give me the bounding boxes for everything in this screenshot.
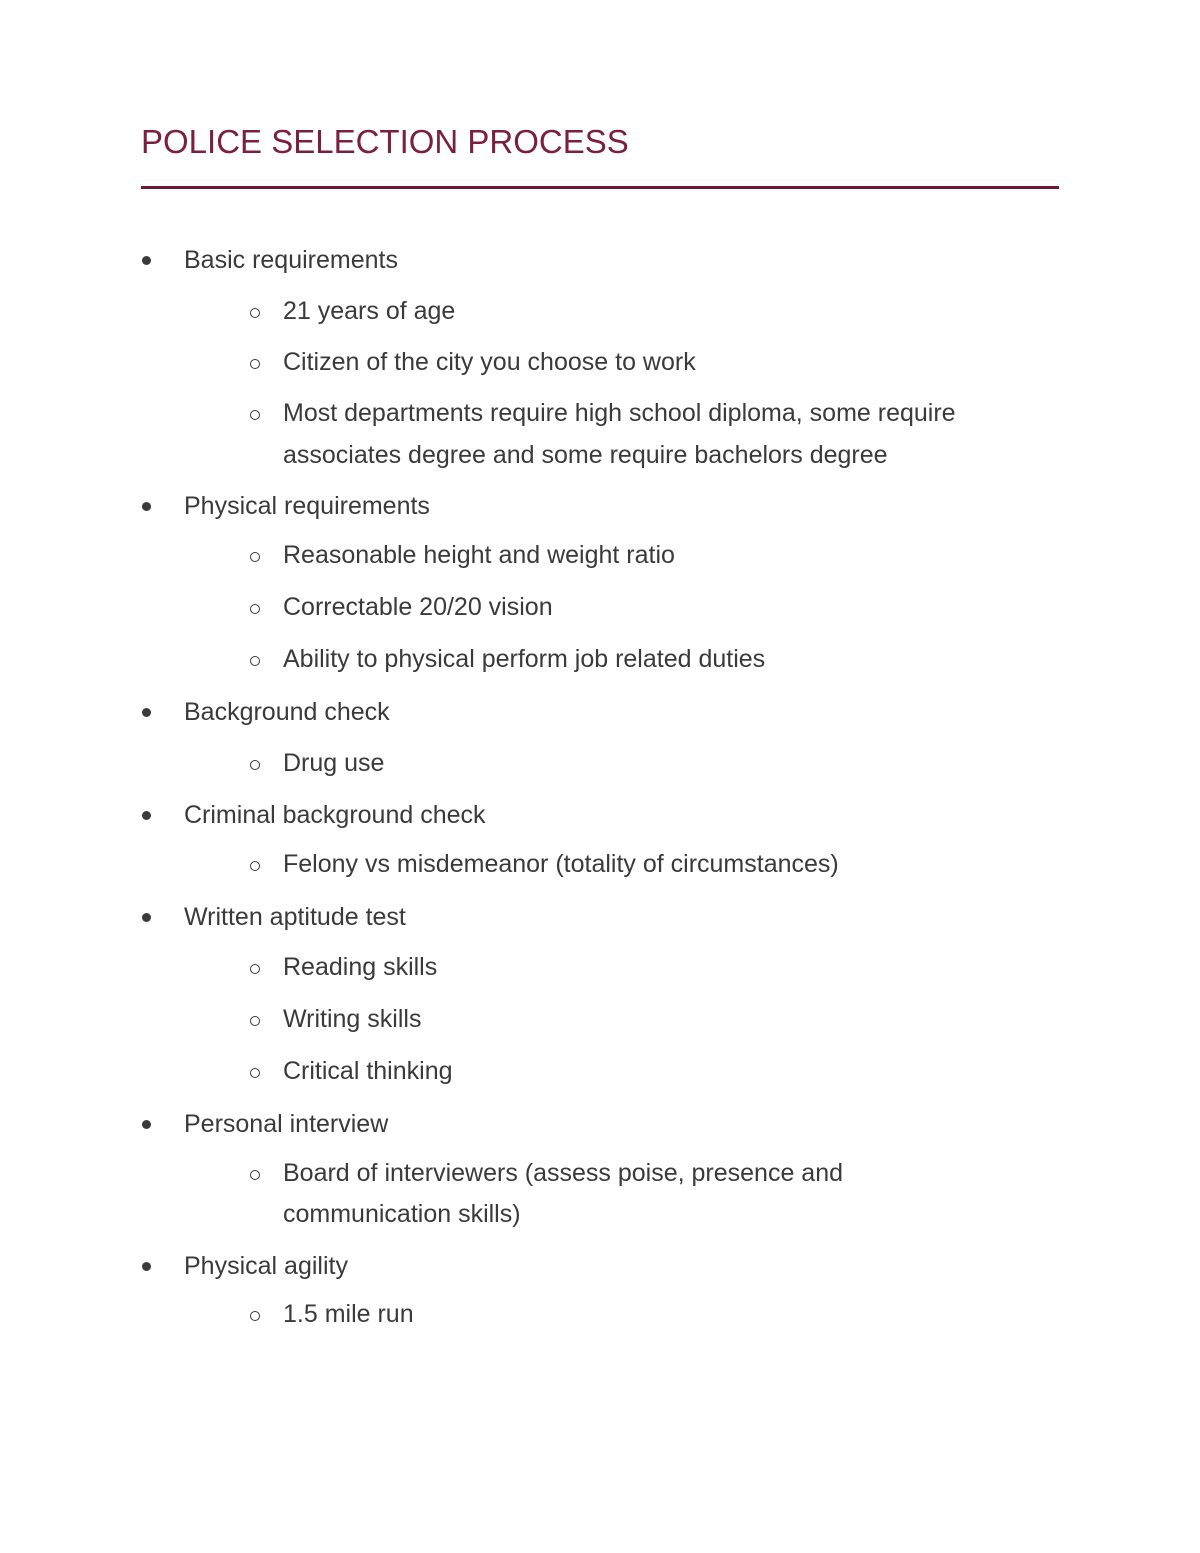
list-item: Ability to physical perform job related duties <box>283 645 766 673</box>
bullet-dot-icon <box>142 256 151 265</box>
bullet-dot-icon <box>142 1120 151 1129</box>
sub-bullet-circle-icon <box>250 656 260 666</box>
bullet-dot-icon <box>142 502 151 511</box>
section-heading: Basic requirements <box>184 246 398 274</box>
sub-bullet-circle-icon <box>250 410 260 420</box>
list-item: Felony vs misdemeanor (totality of circumstances) <box>283 850 839 878</box>
title-divider <box>141 186 1059 189</box>
sub-bullet-circle-icon <box>250 760 260 770</box>
section-heading: Background check <box>184 698 390 726</box>
section-heading: Written aptitude test <box>184 903 406 931</box>
list-item: Reasonable height and weight ratio <box>283 541 675 569</box>
sub-bullet-circle-icon <box>250 1016 260 1026</box>
sub-bullet-circle-icon <box>250 964 260 974</box>
list-item: Most departments require high school diploma, some require <box>283 399 956 427</box>
sub-bullet-circle-icon <box>250 861 260 871</box>
section-heading: Criminal background check <box>184 801 486 829</box>
sub-bullet-circle-icon <box>250 552 260 562</box>
sub-bullet-circle-icon <box>250 308 260 318</box>
list-item: Reading skills <box>283 953 438 981</box>
page-title: POLICE SELECTION PROCESS <box>141 123 629 160</box>
list-item: Drug use <box>283 749 385 777</box>
list-item: Critical thinking <box>283 1057 453 1085</box>
list-item: Writing skills <box>283 1005 422 1033</box>
bullet-dot-icon <box>142 913 151 922</box>
sub-bullet-circle-icon <box>250 1068 260 1078</box>
sub-bullet-circle-icon <box>250 604 260 614</box>
bullet-dot-icon <box>142 1262 151 1271</box>
sub-bullet-circle-icon <box>250 1311 260 1321</box>
sub-bullet-circle-icon <box>250 359 260 369</box>
sub-bullet-circle-icon <box>250 1170 260 1180</box>
list-item: Board of interviewers (assess poise, presence and <box>283 1159 844 1187</box>
list-item-continuation: communication skills) <box>283 1200 521 1228</box>
list-item: 1.5 mile run <box>283 1300 414 1328</box>
list-item: 21 years of age <box>283 297 456 325</box>
list-item-continuation: associates degree and some require bachelors degree <box>283 441 888 469</box>
section-heading: Physical requirements <box>184 492 430 520</box>
list-item: Citizen of the city you choose to work <box>283 348 696 376</box>
section-heading: Personal interview <box>184 1110 389 1138</box>
bullet-dot-icon <box>142 708 151 717</box>
list-item: Correctable 20/20 vision <box>283 593 553 621</box>
section-heading: Physical agility <box>184 1252 348 1280</box>
bullet-dot-icon <box>142 811 151 820</box>
